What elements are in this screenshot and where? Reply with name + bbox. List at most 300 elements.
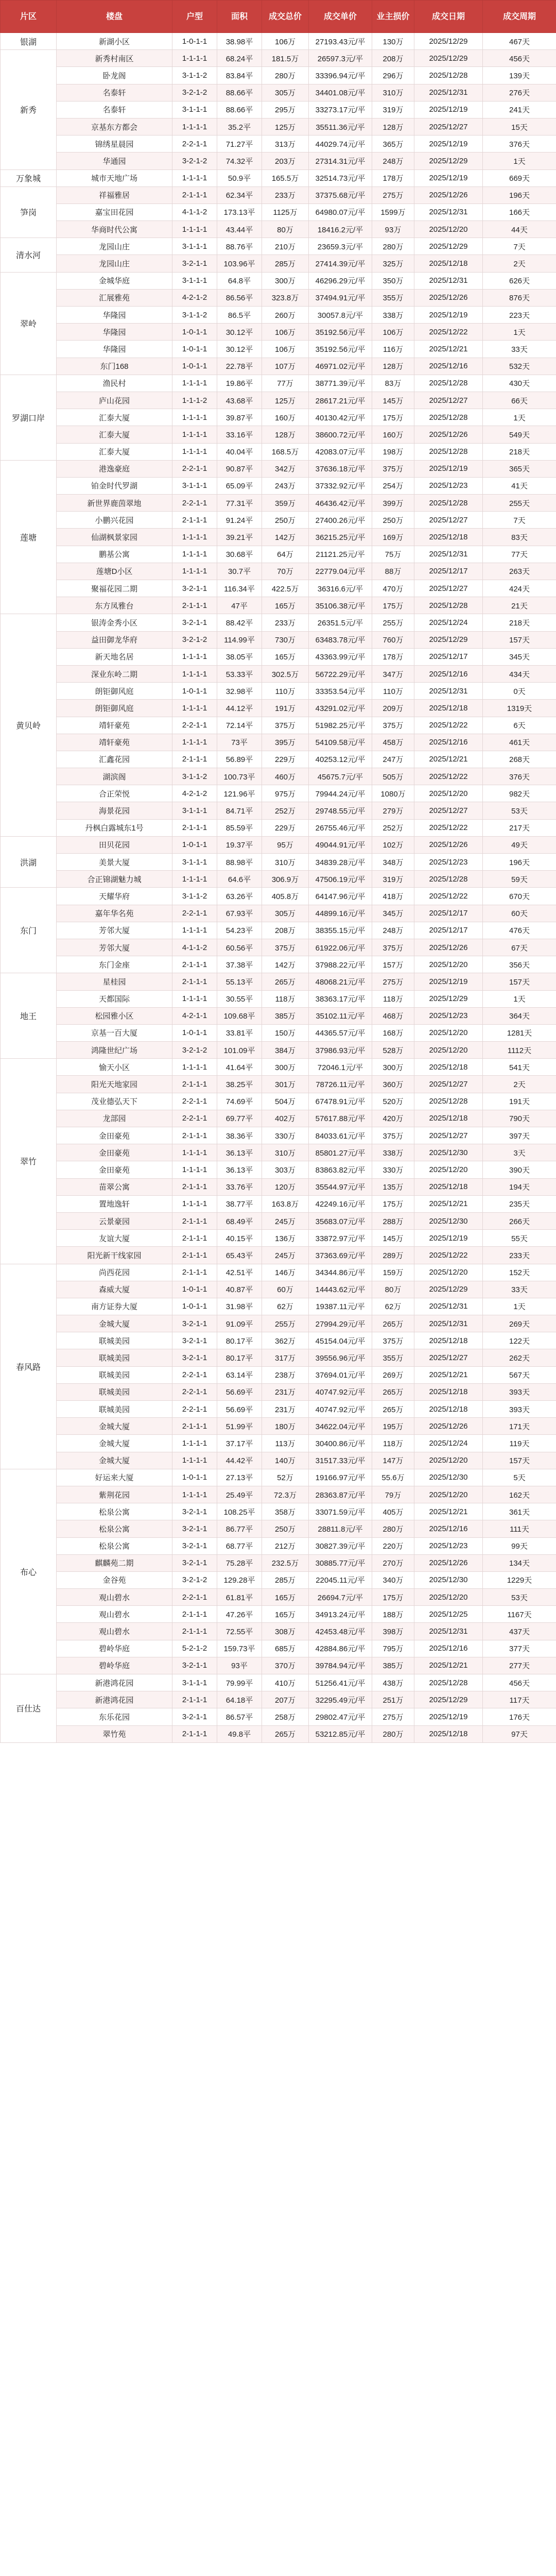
deal-cycle-cell: 0天 bbox=[483, 683, 556, 700]
total-price-cell: 125万 bbox=[262, 392, 309, 409]
district-cell: 莲塘 bbox=[1, 460, 57, 614]
layout-cell: 2-2-1-1 bbox=[172, 1401, 217, 1418]
unit-price-cell: 38363.17元/平 bbox=[309, 990, 372, 1007]
estate-name-cell: 铂金时代罗湖 bbox=[57, 477, 172, 494]
unit-price-cell: 36316.6元/平 bbox=[309, 580, 372, 597]
total-price-cell: 405.8万 bbox=[262, 888, 309, 905]
total-price-cell: 362万 bbox=[262, 1332, 309, 1349]
unit-price-cell: 30827.39元/平 bbox=[309, 1537, 372, 1554]
estate-name-cell: 联城美园 bbox=[57, 1383, 172, 1400]
deal-date-cell: 2025/12/19 bbox=[414, 101, 483, 118]
layout-cell: 2-1-1-1 bbox=[172, 597, 217, 614]
deal-date-cell: 2025/12/29 bbox=[414, 990, 483, 1007]
unit-price-cell: 44899.16元/平 bbox=[309, 905, 372, 922]
owner-list-price-cell: 79万 bbox=[372, 1486, 414, 1503]
total-price-cell: 165.5万 bbox=[262, 170, 309, 187]
table-row bbox=[1, 563, 556, 580]
table-row bbox=[1, 717, 556, 734]
owner-list-price-cell: 118万 bbox=[372, 1435, 414, 1452]
area-cell: 32.98平 bbox=[217, 683, 262, 700]
estate-name-cell: 龙园山庄 bbox=[57, 255, 172, 272]
owner-list-price-cell: 360万 bbox=[372, 1076, 414, 1093]
unit-price-cell: 79944.24元/平 bbox=[309, 785, 372, 802]
header-deal-date: 成交日期 bbox=[414, 1, 483, 33]
unit-price-cell: 35192.56元/平 bbox=[309, 324, 372, 341]
owner-list-price-cell: 319万 bbox=[372, 871, 414, 888]
deal-date-cell: 2025/12/22 bbox=[414, 1247, 483, 1264]
table-row bbox=[1, 546, 556, 563]
table-row bbox=[1, 614, 556, 631]
total-price-cell: 70万 bbox=[262, 563, 309, 580]
deal-date-cell: 2025/12/16 bbox=[414, 358, 483, 375]
table-row bbox=[1, 905, 556, 922]
layout-cell: 1-0-1-1 bbox=[172, 683, 217, 700]
estate-name-cell: 合正锦湖魅力城 bbox=[57, 871, 172, 888]
table-row bbox=[1, 1298, 556, 1315]
district-cell: 罗湖口岸 bbox=[1, 375, 57, 460]
total-price-cell: 685万 bbox=[262, 1640, 309, 1657]
area-cell: 86.56平 bbox=[217, 289, 262, 306]
district-cell: 布心 bbox=[1, 1469, 57, 1674]
area-cell: 63.14平 bbox=[217, 1366, 262, 1383]
layout-cell: 3-2-1-1 bbox=[172, 1349, 217, 1366]
layout-cell: 4-1-1-2 bbox=[172, 204, 217, 221]
table-row bbox=[1, 1589, 556, 1606]
deal-cycle-cell: 196天 bbox=[483, 187, 556, 204]
owner-list-price-cell: 288万 bbox=[372, 1212, 414, 1229]
area-cell: 61.81平 bbox=[217, 1589, 262, 1606]
total-price-cell: 243万 bbox=[262, 477, 309, 494]
table-row bbox=[1, 409, 556, 426]
unit-price-cell: 34344.86元/平 bbox=[309, 1264, 372, 1281]
deal-cycle-cell: 171天 bbox=[483, 1418, 556, 1435]
layout-cell: 1-0-1-1 bbox=[172, 836, 217, 853]
estate-name-cell: 金城华庭 bbox=[57, 272, 172, 289]
table-row bbox=[1, 700, 556, 717]
deal-cycle-cell: 255天 bbox=[483, 495, 556, 512]
owner-list-price-cell: 470万 bbox=[372, 580, 414, 597]
deal-cycle-cell: 456天 bbox=[483, 50, 556, 67]
layout-cell: 1-0-1-1 bbox=[172, 324, 217, 341]
deal-cycle-cell: 2天 bbox=[483, 255, 556, 272]
unit-price-cell: 34839.28元/平 bbox=[309, 854, 372, 871]
unit-price-cell: 39784.94元/平 bbox=[309, 1657, 372, 1674]
unit-price-cell: 26755.46元/平 bbox=[309, 819, 372, 836]
deal-cycle-cell: 157天 bbox=[483, 1452, 556, 1469]
table-row bbox=[1, 135, 556, 152]
layout-cell: 2-2-1-1 bbox=[172, 495, 217, 512]
area-cell: 50.9平 bbox=[217, 170, 262, 187]
table-row bbox=[1, 1554, 556, 1571]
estate-name-cell: 深业东岭二期 bbox=[57, 665, 172, 682]
layout-cell: 3-2-1-1 bbox=[172, 1503, 217, 1520]
owner-list-price-cell: 458万 bbox=[372, 734, 414, 751]
deal-cycle-cell: 176天 bbox=[483, 1708, 556, 1725]
deal-date-cell: 2025/12/26 bbox=[414, 1554, 483, 1571]
owner-list-price-cell: 399万 bbox=[372, 495, 414, 512]
unit-price-cell: 43363.99元/平 bbox=[309, 648, 372, 665]
estate-name-cell: 云景豪园 bbox=[57, 1212, 172, 1229]
total-price-cell: 208万 bbox=[262, 922, 309, 939]
layout-cell: 3-2-1-1 bbox=[172, 1520, 217, 1537]
deal-date-cell: 2025/12/26 bbox=[414, 426, 483, 443]
table-row bbox=[1, 1144, 556, 1161]
deal-date-cell: 2025/12/29 bbox=[414, 152, 483, 170]
table-row bbox=[1, 751, 556, 768]
unit-price-cell: 32295.49元/平 bbox=[309, 1691, 372, 1708]
estate-name-cell: 东乐花园 bbox=[57, 1708, 172, 1725]
estate-name-cell: 金城大厦 bbox=[57, 1418, 172, 1435]
unit-price-cell: 35102.11元/平 bbox=[309, 1007, 372, 1024]
deal-cycle-cell: 59天 bbox=[483, 871, 556, 888]
owner-list-price-cell: 1599万 bbox=[372, 204, 414, 221]
owner-list-price-cell: 398万 bbox=[372, 1623, 414, 1640]
estate-name-cell: 观山碧水 bbox=[57, 1623, 172, 1640]
total-price-cell: 80万 bbox=[262, 221, 309, 238]
estate-name-cell: 金城大厦 bbox=[57, 1435, 172, 1452]
total-price-cell: 140万 bbox=[262, 1452, 309, 1469]
deal-cycle-cell: 157天 bbox=[483, 631, 556, 648]
table-row bbox=[1, 67, 556, 84]
total-price-cell: 308万 bbox=[262, 1623, 309, 1640]
owner-list-price-cell: 168万 bbox=[372, 1024, 414, 1041]
total-price-cell: 260万 bbox=[262, 307, 309, 324]
owner-list-price-cell: 255万 bbox=[372, 614, 414, 631]
estate-name-cell: 尚西花园 bbox=[57, 1264, 172, 1281]
unit-price-cell: 37988.22元/平 bbox=[309, 956, 372, 973]
total-price-cell: 317万 bbox=[262, 1349, 309, 1366]
unit-price-cell: 85801.27元/平 bbox=[309, 1144, 372, 1161]
owner-list-price-cell: 330万 bbox=[372, 1161, 414, 1178]
area-cell: 54.23平 bbox=[217, 922, 262, 939]
owner-list-price-cell: 279万 bbox=[372, 802, 414, 819]
owner-list-price-cell: 375万 bbox=[372, 939, 414, 956]
unit-price-cell: 37363.69元/平 bbox=[309, 1247, 372, 1264]
deal-date-cell: 2025/12/16 bbox=[414, 1520, 483, 1537]
unit-price-cell: 34622.04元/平 bbox=[309, 1418, 372, 1435]
area-cell: 33.81平 bbox=[217, 1024, 262, 1041]
deal-cycle-cell: 233天 bbox=[483, 1247, 556, 1264]
owner-list-price-cell: 247万 bbox=[372, 751, 414, 768]
table-row bbox=[1, 1383, 556, 1400]
area-cell: 88.98平 bbox=[217, 854, 262, 871]
table-row bbox=[1, 1264, 556, 1281]
deal-cycle-cell: 456天 bbox=[483, 1674, 556, 1691]
table-row bbox=[1, 1178, 556, 1195]
estate-name-cell: 苗翠公寓 bbox=[57, 1178, 172, 1195]
area-cell: 64.6平 bbox=[217, 871, 262, 888]
deal-cycle-cell: 356天 bbox=[483, 956, 556, 973]
estate-name-cell: 碧岭华庭 bbox=[57, 1657, 172, 1674]
estate-name-cell: 华隆园 bbox=[57, 307, 172, 324]
deal-date-cell: 2025/12/29 bbox=[414, 238, 483, 255]
deal-date-cell: 2025/12/21 bbox=[414, 341, 483, 358]
total-price-cell: 504万 bbox=[262, 1093, 309, 1110]
area-cell: 64.18平 bbox=[217, 1691, 262, 1708]
unit-price-cell: 14443.62元/平 bbox=[309, 1281, 372, 1298]
unit-price-cell: 19387.11元/平 bbox=[309, 1298, 372, 1315]
owner-list-price-cell: 80万 bbox=[372, 1281, 414, 1298]
owner-list-price-cell: 338万 bbox=[372, 1144, 414, 1161]
owner-list-price-cell: 350万 bbox=[372, 272, 414, 289]
deal-cycle-cell: 44天 bbox=[483, 221, 556, 238]
deal-date-cell: 2025/12/21 bbox=[414, 1366, 483, 1383]
deal-cycle-cell: 33天 bbox=[483, 341, 556, 358]
layout-cell: 1-1-1-1 bbox=[172, 170, 217, 187]
area-cell: 159.73平 bbox=[217, 1640, 262, 1657]
estate-name-cell: 庐山花园 bbox=[57, 392, 172, 409]
deal-date-cell: 2025/12/20 bbox=[414, 221, 483, 238]
table-row bbox=[1, 1657, 556, 1674]
total-price-cell: 250万 bbox=[262, 512, 309, 529]
total-price-cell: 384万 bbox=[262, 1042, 309, 1059]
table-row bbox=[1, 187, 556, 204]
deal-cycle-cell: 461天 bbox=[483, 734, 556, 751]
deal-cycle-cell: 119天 bbox=[483, 1435, 556, 1452]
deal-date-cell: 2025/12/18 bbox=[414, 1110, 483, 1127]
owner-list-price-cell: 269万 bbox=[372, 1366, 414, 1383]
total-price-cell: 180万 bbox=[262, 1418, 309, 1435]
owner-list-price-cell: 375万 bbox=[372, 460, 414, 477]
deal-date-cell: 2025/12/27 bbox=[414, 580, 483, 597]
estate-name-cell: 麒麟苑二期 bbox=[57, 1554, 172, 1571]
estate-name-cell: 愉天小区 bbox=[57, 1059, 172, 1076]
owner-list-price-cell: 110万 bbox=[372, 683, 414, 700]
owner-list-price-cell: 345万 bbox=[372, 905, 414, 922]
layout-cell: 3-2-1-1 bbox=[172, 1537, 217, 1554]
deal-cycle-cell: 60天 bbox=[483, 905, 556, 922]
estate-name-cell: 松泉公寓 bbox=[57, 1503, 172, 1520]
deal-date-cell: 2025/12/18 bbox=[414, 255, 483, 272]
owner-list-price-cell: 319万 bbox=[372, 101, 414, 118]
total-price-cell: 375万 bbox=[262, 717, 309, 734]
unit-price-cell: 46296.29元/平 bbox=[309, 272, 372, 289]
table-row bbox=[1, 1725, 556, 1742]
deal-date-cell: 2025/12/23 bbox=[414, 1007, 483, 1024]
unit-price-cell: 40130.42元/平 bbox=[309, 409, 372, 426]
district-cell: 春风路 bbox=[1, 1264, 57, 1469]
layout-cell: 5-2-1-2 bbox=[172, 1640, 217, 1657]
layout-cell: 2-1-1-1 bbox=[172, 751, 217, 768]
estate-name-cell: 小鹏兴花园 bbox=[57, 512, 172, 529]
area-cell: 73平 bbox=[217, 734, 262, 751]
total-price-cell: 233万 bbox=[262, 187, 309, 204]
layout-cell: 1-0-1-1 bbox=[172, 33, 217, 50]
deal-date-cell: 2025/12/20 bbox=[414, 1042, 483, 1059]
total-price-cell: 265万 bbox=[262, 1725, 309, 1742]
unit-price-cell: 27994.29元/平 bbox=[309, 1315, 372, 1332]
estate-name-cell: 龙部园 bbox=[57, 1110, 172, 1127]
area-cell: 22.78平 bbox=[217, 358, 262, 375]
deal-date-cell: 2025/12/20 bbox=[414, 956, 483, 973]
area-cell: 30.7平 bbox=[217, 563, 262, 580]
total-price-cell: 233万 bbox=[262, 614, 309, 631]
unit-price-cell: 34401.08元/平 bbox=[309, 84, 372, 101]
unit-price-cell: 37332.92元/平 bbox=[309, 477, 372, 494]
layout-cell: 2-2-1-1 bbox=[172, 717, 217, 734]
deal-cycle-cell: 263天 bbox=[483, 563, 556, 580]
unit-price-cell: 38771.39元/平 bbox=[309, 375, 372, 392]
total-price-cell: 305万 bbox=[262, 84, 309, 101]
deal-cycle-cell: 430天 bbox=[483, 375, 556, 392]
unit-price-cell: 28811.8元/平 bbox=[309, 1520, 372, 1537]
deal-cycle-cell: 3天 bbox=[483, 1144, 556, 1161]
deal-date-cell: 2025/12/26 bbox=[414, 1418, 483, 1435]
unit-price-cell: 22779.04元/平 bbox=[309, 563, 372, 580]
deal-cycle-cell: 53天 bbox=[483, 802, 556, 819]
estate-name-cell: 芳邻大厦 bbox=[57, 939, 172, 956]
total-price-cell: 358万 bbox=[262, 1503, 309, 1520]
area-cell: 49.8平 bbox=[217, 1725, 262, 1742]
deal-cycle-cell: 393天 bbox=[483, 1401, 556, 1418]
area-cell: 74.32平 bbox=[217, 152, 262, 170]
total-price-cell: 1125万 bbox=[262, 204, 309, 221]
total-price-cell: 95万 bbox=[262, 836, 309, 853]
deal-cycle-cell: 134天 bbox=[483, 1554, 556, 1571]
area-cell: 121.96平 bbox=[217, 785, 262, 802]
estate-name-cell: 星桂园 bbox=[57, 973, 172, 990]
estate-name-cell: 龙园山庄 bbox=[57, 238, 172, 255]
deal-date-cell: 2025/12/21 bbox=[414, 1503, 483, 1520]
owner-list-price-cell: 248万 bbox=[372, 152, 414, 170]
total-price-cell: 60万 bbox=[262, 1281, 309, 1298]
unit-price-cell: 33396.94元/平 bbox=[309, 67, 372, 84]
owner-list-price-cell: 375万 bbox=[372, 1332, 414, 1349]
owner-list-price-cell: 102万 bbox=[372, 836, 414, 853]
total-price-cell: 310万 bbox=[262, 1144, 309, 1161]
deal-cycle-cell: 1天 bbox=[483, 324, 556, 341]
area-cell: 84.71平 bbox=[217, 802, 262, 819]
estate-name-cell: 森威大厦 bbox=[57, 1281, 172, 1298]
owner-list-price-cell: 254万 bbox=[372, 477, 414, 494]
area-cell: 41.64平 bbox=[217, 1059, 262, 1076]
owner-list-price-cell: 62万 bbox=[372, 1298, 414, 1315]
deal-date-cell: 2025/12/19 bbox=[414, 1230, 483, 1247]
layout-cell: 1-1-1-1 bbox=[172, 700, 217, 717]
total-price-cell: 163.8万 bbox=[262, 1195, 309, 1212]
layout-cell: 3-1-1-1 bbox=[172, 272, 217, 289]
total-price-cell: 250万 bbox=[262, 1520, 309, 1537]
owner-list-price-cell: 520万 bbox=[372, 1093, 414, 1110]
layout-cell: 2-2-1-1 bbox=[172, 1366, 217, 1383]
layout-cell: 1-1-1-1 bbox=[172, 734, 217, 751]
table-row bbox=[1, 50, 556, 67]
owner-list-price-cell: 220万 bbox=[372, 1537, 414, 1554]
unit-price-cell: 78726.11元/平 bbox=[309, 1076, 372, 1093]
owner-list-price-cell: 130万 bbox=[372, 33, 414, 50]
area-cell: 40.15平 bbox=[217, 1230, 262, 1247]
unit-price-cell: 42083.07元/平 bbox=[309, 443, 372, 460]
unit-price-cell: 84033.61元/平 bbox=[309, 1127, 372, 1144]
owner-list-price-cell: 325万 bbox=[372, 255, 414, 272]
deal-date-cell: 2025/12/24 bbox=[414, 614, 483, 631]
area-cell: 47平 bbox=[217, 597, 262, 614]
district-cell: 翠岭 bbox=[1, 272, 57, 375]
unit-price-cell: 39556.96元/平 bbox=[309, 1349, 372, 1366]
deal-cycle-cell: 1229天 bbox=[483, 1571, 556, 1588]
table-row bbox=[1, 512, 556, 529]
unit-price-cell: 29802.47元/平 bbox=[309, 1708, 372, 1725]
table-row bbox=[1, 1435, 556, 1452]
estate-name-cell: 名泰轩 bbox=[57, 84, 172, 101]
unit-price-cell: 33872.97元/平 bbox=[309, 1230, 372, 1247]
table-row bbox=[1, 854, 556, 871]
area-cell: 65.43平 bbox=[217, 1247, 262, 1264]
total-price-cell: 422.5万 bbox=[262, 580, 309, 597]
deal-cycle-cell: 97天 bbox=[483, 1725, 556, 1742]
estate-name-cell: 汇泰大厦 bbox=[57, 409, 172, 426]
total-price-cell: 342万 bbox=[262, 460, 309, 477]
total-price-cell: 306.9万 bbox=[262, 871, 309, 888]
estate-name-cell: 聚福花园二期 bbox=[57, 580, 172, 597]
area-cell: 30.12平 bbox=[217, 324, 262, 341]
deal-date-cell: 2025/12/26 bbox=[414, 836, 483, 853]
unit-price-cell: 30885.77元/平 bbox=[309, 1554, 372, 1571]
owner-list-price-cell: 438万 bbox=[372, 1674, 414, 1691]
estate-name-cell: 新天地名居 bbox=[57, 648, 172, 665]
estate-name-cell: 金城大厦 bbox=[57, 1315, 172, 1332]
deal-date-cell: 2025/12/28 bbox=[414, 1093, 483, 1110]
estate-name-cell: 卧龙阁 bbox=[57, 67, 172, 84]
unit-price-cell: 40747.92元/平 bbox=[309, 1383, 372, 1400]
layout-cell: 2-1-1-1 bbox=[172, 1725, 217, 1742]
table-row bbox=[1, 683, 556, 700]
estate-name-cell: 合正荣悦 bbox=[57, 785, 172, 802]
area-cell: 74.69平 bbox=[217, 1093, 262, 1110]
deal-date-cell: 2025/12/23 bbox=[414, 854, 483, 871]
total-price-cell: 301万 bbox=[262, 1076, 309, 1093]
layout-cell: 3-1-1-2 bbox=[172, 307, 217, 324]
unit-price-cell: 30057.8元/平 bbox=[309, 307, 372, 324]
table-row bbox=[1, 460, 556, 477]
total-price-cell: 142万 bbox=[262, 956, 309, 973]
table-row bbox=[1, 1161, 556, 1178]
table-row bbox=[1, 152, 556, 170]
layout-cell: 3-1-1-2 bbox=[172, 768, 217, 785]
layout-cell: 1-1-1-1 bbox=[172, 118, 217, 135]
estate-name-cell: 东门金座 bbox=[57, 956, 172, 973]
owner-list-price-cell: 252万 bbox=[372, 819, 414, 836]
estate-name-cell: 新世界鹿茵翠地 bbox=[57, 495, 172, 512]
unit-price-cell: 38355.15元/平 bbox=[309, 922, 372, 939]
deal-date-cell: 2025/12/17 bbox=[414, 563, 483, 580]
table-row bbox=[1, 529, 556, 546]
owner-list-price-cell: 365万 bbox=[372, 135, 414, 152]
total-price-cell: 106万 bbox=[262, 324, 309, 341]
total-price-cell: 52万 bbox=[262, 1469, 309, 1486]
deal-cycle-cell: 1112天 bbox=[483, 1042, 556, 1059]
layout-cell: 2-1-1-1 bbox=[172, 1127, 217, 1144]
table-row bbox=[1, 170, 556, 187]
owner-list-price-cell: 160万 bbox=[372, 426, 414, 443]
layout-cell: 4-2-1-1 bbox=[172, 1007, 217, 1024]
area-cell: 129.28平 bbox=[217, 1571, 262, 1588]
area-cell: 103.96平 bbox=[217, 255, 262, 272]
area-cell: 68.77平 bbox=[217, 1537, 262, 1554]
unit-price-cell: 35544.97元/平 bbox=[309, 1178, 372, 1195]
deal-date-cell: 2025/12/31 bbox=[414, 84, 483, 101]
district-cell: 百仕达 bbox=[1, 1674, 57, 1743]
deal-cycle-cell: 235天 bbox=[483, 1195, 556, 1212]
header-owner-list-price: 业主损价 bbox=[372, 1, 414, 33]
area-cell: 72.14平 bbox=[217, 717, 262, 734]
unit-price-cell: 37636.18元/平 bbox=[309, 460, 372, 477]
layout-cell: 3-1-1-1 bbox=[172, 238, 217, 255]
area-cell: 40.04平 bbox=[217, 443, 262, 460]
table-row bbox=[1, 1281, 556, 1298]
area-cell: 100.73平 bbox=[217, 768, 262, 785]
unit-price-cell: 51982.25元/平 bbox=[309, 717, 372, 734]
